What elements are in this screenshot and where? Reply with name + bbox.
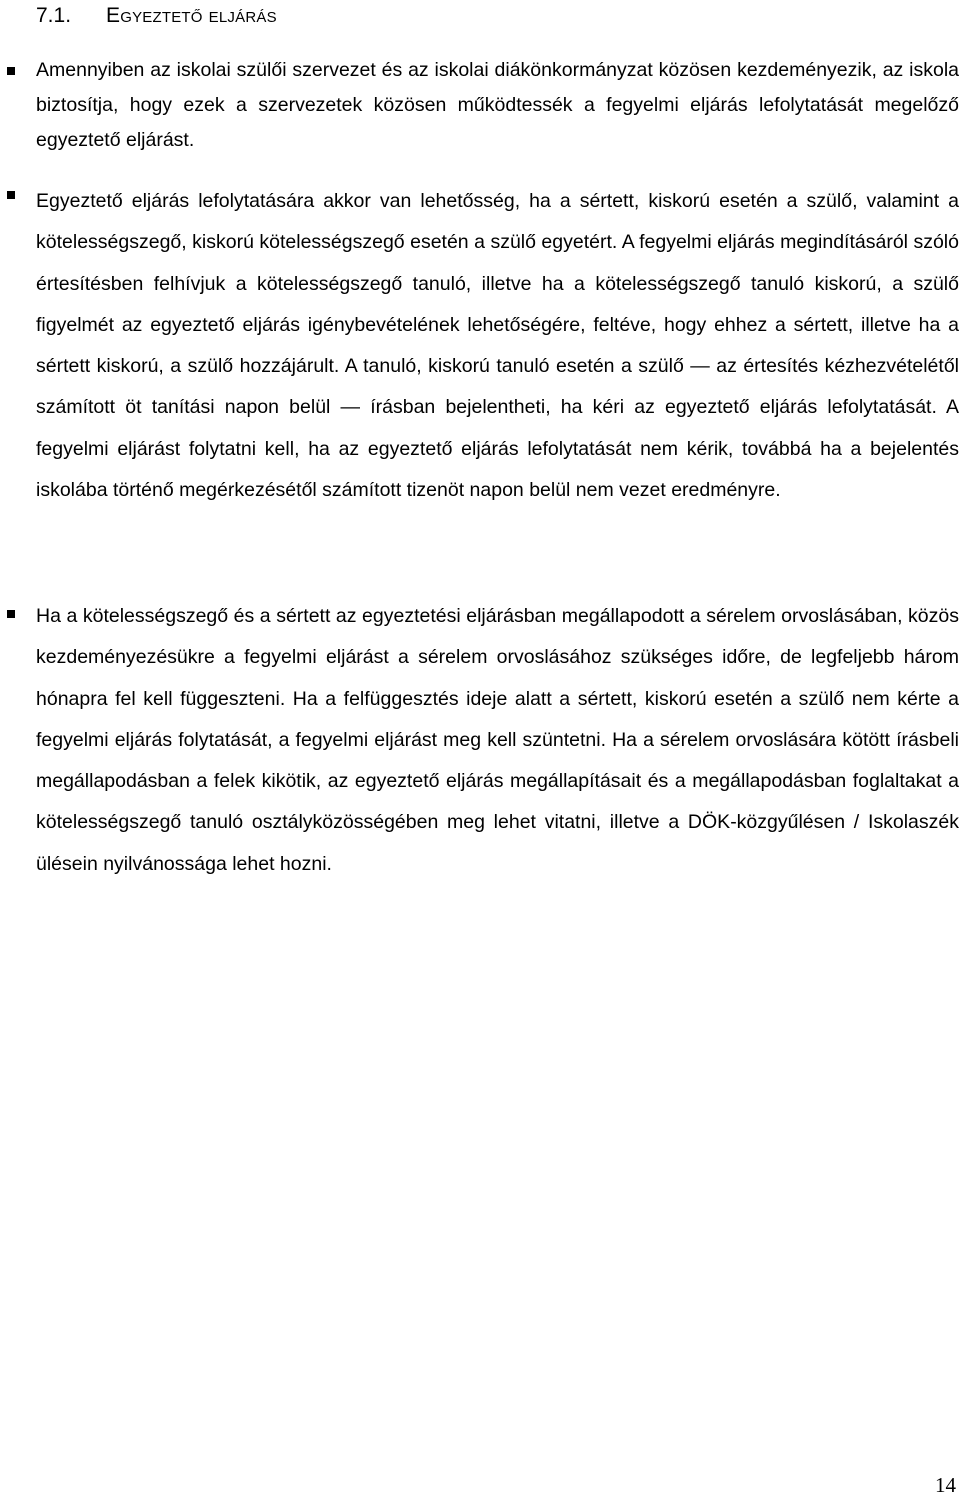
list-item-text: Ha a kötelességszegő és a sértett az egyeztetési eljárásban megállapodott a sérelem orvoslásában, közös kezdeményezésükre a fegyelmi eljárást a sérelem orvoslásához szükséges időre, de legfeljebb három hónapra fel kell függeszteni. Ha a felfüggesztés ideje alatt a sértett, kiskorú esetén a szülő nem kérte a fegyelmi eljárás folytatását, a fegyelmi eljárást meg kell szüntetni. Ha a sérelem orvoslására kötött írásbeli megállapodásban a felek kikötik, az egyeztető eljárás megállapításait és a megállapodásban foglaltakat a kötelességszegő tanuló osztályközösségében meg lehet vitatni, illetve a DÖK-közgyűlésen / Iskolaszék ülésein nyilvánossága lehet hozni. <box>36 605 959 875</box>
page-number: 14 <box>935 1473 956 1497</box>
section-heading <box>36 2 277 30</box>
list-item <box>36 53 959 158</box>
list-item <box>36 596 959 885</box>
square-bullet-icon <box>7 191 15 199</box>
list-item-text: Egyeztető eljárás lefolytatására akkor van lehetősség, ha a sértett, kiskorú esetén a szülő, valamint a kötelességszegő, kiskorú kötelességszegő esetén a szülő egyetért. A fegyelmi eljárás megindításáról szóló értesítésben felhívjuk a kötelességszegő tanuló, illetve ha a kötelességszegő tanuló kiskorú, a szülő figyelmét az egyeztető eljárás igénybevételének lehetőségére, feltéve, hogy ehhez a sértett, illetve ha a sértett kiskorú, a szülő hozzájárult. A tanuló, kiskorú tanuló esetén a szülő ― az értesítés kézhezvételétől számított öt tanítási napon belül ― írásban bejelentheti, ha kéri az egyeztető eljárás lefolytatását. A fegyelmi eljárást folytatni kell, ha az egyeztető eljárás lefolytatását nem kérik, továbbá ha a bejelentés iskolába történő megérkezésétől számított tizenöt napon belül nem vezet eredményre. <box>36 190 959 502</box>
square-bullet-icon <box>7 610 15 618</box>
list-item-text: Amennyiben az iskolai szülői szervezet és az iskolai diákönkormányzat közösen kezdeményezik, az iskola biztosítja, hogy ezek a szervezetek közösen működtessék a fegyelmi eljárás lefolytatását megelőző egyeztető eljárást. <box>36 59 959 151</box>
list-item <box>36 181 959 511</box>
square-bullet-icon <box>7 67 15 75</box>
section-number: 7.1. <box>36 4 72 27</box>
section-title: Egyeztető eljárás <box>106 4 277 27</box>
